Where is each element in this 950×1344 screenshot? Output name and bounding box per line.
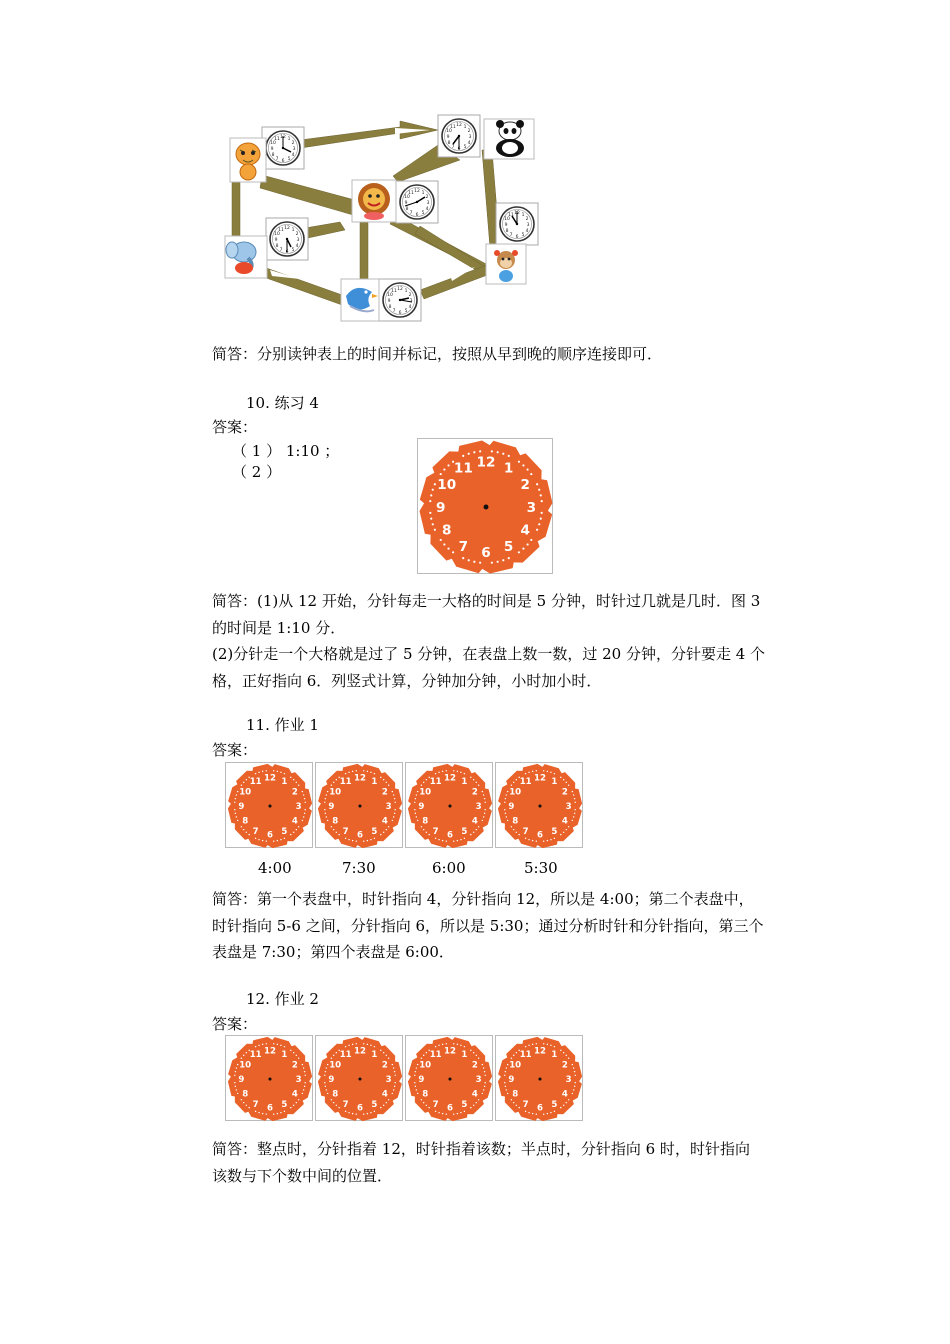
clock-numeral: 4 xyxy=(520,522,530,539)
clock-numeral: 3 xyxy=(295,1075,302,1086)
clock-numeral: 6 xyxy=(357,830,363,841)
clock-numeral: 10 xyxy=(329,787,342,798)
clock-numeral: 9 xyxy=(328,802,335,813)
homework1-clock-3 xyxy=(405,762,493,848)
clock-numeral: 6 xyxy=(267,1103,273,1114)
clock-numeral: 2 xyxy=(381,787,388,798)
time-label-3: 6:00 xyxy=(432,859,466,877)
clock-numeral: 8 xyxy=(332,816,339,827)
clock-numeral: 2 xyxy=(520,477,530,494)
panda-icon xyxy=(484,119,534,159)
clock-numeral: 9 xyxy=(238,1075,245,1086)
clock-numeral: 7 xyxy=(252,1099,259,1110)
clock-numeral: 10 xyxy=(509,787,522,798)
clock-numeral: 1 xyxy=(371,1050,378,1061)
clock-numeral: 11 xyxy=(249,1050,262,1061)
clock-center-dot xyxy=(358,1077,361,1080)
clock-numeral: 6 xyxy=(447,830,453,841)
clock-numeral: 10 xyxy=(239,1060,252,1071)
section10-heading: 10. 练习 4 xyxy=(246,394,319,412)
clock-numeral: 5 xyxy=(371,826,378,837)
section11-brief-line3: 表盘是 7:30；第四个表盘是 6:00． xyxy=(212,943,454,961)
clock-numeral: 10 xyxy=(419,787,432,798)
clock-numeral: 5 xyxy=(551,826,558,837)
monkey-icon xyxy=(486,244,526,284)
clock-center-dot xyxy=(358,804,361,807)
clock-numeral: 5 xyxy=(461,1099,468,1110)
clock-numeral: 10 xyxy=(419,1060,432,1071)
section12-answer-label: 答案： xyxy=(212,1015,258,1033)
clock-numeral: 2 xyxy=(471,1060,478,1071)
clock-box-2 xyxy=(438,115,480,157)
clock-numeral: 1 xyxy=(551,777,558,788)
clock-numeral: 7 xyxy=(432,1099,439,1110)
clock-numeral: 12 xyxy=(264,773,276,784)
clock-numeral: 4 xyxy=(291,816,298,827)
homework2-clock-2 xyxy=(315,1035,403,1121)
clock-box-4 xyxy=(496,203,538,245)
homework1-clock-2 xyxy=(315,762,403,848)
clock-numeral: 6 xyxy=(267,830,273,841)
clock-numeral: 11 xyxy=(519,777,532,788)
clock-numeral: 1 xyxy=(281,1050,288,1061)
section10-item2: （ 2 ） xyxy=(232,463,282,481)
clock-numeral: 9 xyxy=(418,802,425,813)
clock-numeral: 12 xyxy=(354,773,366,784)
section12-brief xyxy=(212,1136,808,1189)
clock-numeral: 8 xyxy=(442,522,452,539)
clock-numeral: 5 xyxy=(281,1099,288,1110)
clock-box-1 xyxy=(262,127,304,169)
clock-numeral: 5 xyxy=(503,539,514,556)
clock-center-dot xyxy=(268,804,271,807)
clock-box-3 xyxy=(396,181,438,223)
clock-numeral: 8 xyxy=(242,816,249,827)
clock-numeral: 4 xyxy=(561,1089,568,1100)
clock-numeral: 11 xyxy=(339,777,352,788)
clock-numeral: 3 xyxy=(565,1075,572,1086)
clock-center-dot xyxy=(538,1077,541,1080)
clock-numeral: 10 xyxy=(329,1060,342,1071)
clock-center-dot xyxy=(538,804,541,807)
clock-numeral: 8 xyxy=(422,816,429,827)
homework1-clock-4 xyxy=(495,762,583,848)
clock-numeral: 2 xyxy=(291,1060,298,1071)
clock-numeral: 12 xyxy=(264,1046,276,1057)
section11-heading: 11. 作业 1 xyxy=(246,716,319,734)
homework2-clock-3 xyxy=(405,1035,493,1121)
clock-numeral: 10 xyxy=(437,477,457,494)
large-clock-face xyxy=(417,438,553,574)
clock-numeral: 12 xyxy=(354,1046,366,1057)
clock-numeral: 2 xyxy=(561,1060,568,1071)
clock-numeral: 6 xyxy=(481,545,491,562)
section10-answer-label: 答案： xyxy=(212,418,258,436)
clock-numeral: 5 xyxy=(281,826,288,837)
section11-brief xyxy=(212,886,808,966)
clock-numeral: 11 xyxy=(453,460,473,477)
clock-numeral: 1 xyxy=(503,460,514,477)
section12-brief-line2: 该数与下个数中间的位置． xyxy=(212,1166,393,1185)
section12-heading: 12. 作业 2 xyxy=(246,990,319,1008)
clock-numeral: 6 xyxy=(537,1103,543,1114)
clock-numeral: 11 xyxy=(519,1050,532,1061)
clock-numeral: 3 xyxy=(565,802,572,813)
clock-numeral: 7 xyxy=(522,1099,529,1110)
clock-numeral: 5 xyxy=(551,1099,558,1110)
homework1-clock-1 xyxy=(225,762,313,848)
clock-numeral: 1 xyxy=(461,1050,468,1061)
clock-numeral: 6 xyxy=(447,1103,453,1114)
clock-numeral: 6 xyxy=(357,1103,363,1114)
section11-answer-label: 答案： xyxy=(212,741,258,759)
clock-box-5 xyxy=(266,218,308,260)
clock-numeral: 3 xyxy=(295,802,302,813)
clock-numeral: 3 xyxy=(385,1075,392,1086)
time-label-4: 5:30 xyxy=(524,859,558,877)
clock-numeral: 7 xyxy=(252,826,259,837)
clock-numeral: 4 xyxy=(291,1089,298,1100)
lion-icon xyxy=(352,180,396,222)
clock-numeral: 7 xyxy=(342,826,349,837)
clock-numeral: 11 xyxy=(249,777,262,788)
clock-center-dot xyxy=(448,1077,451,1080)
clock-numeral: 1 xyxy=(371,777,378,788)
clock-numeral: 5 xyxy=(371,1099,378,1110)
section11-brief-line2: 时针指向 5-6 之间，分针指向 6，所以是 5:30；通过分析时针和分针指向，第三个 xyxy=(212,916,764,935)
clock-numeral: 3 xyxy=(385,802,392,813)
clock-numeral: 12 xyxy=(534,1046,546,1057)
clock-numeral: 7 xyxy=(432,826,439,837)
tiger-icon xyxy=(230,138,266,182)
time-label-1: 4:00 xyxy=(258,859,292,877)
bird-icon xyxy=(341,279,379,321)
clock-numeral: 2 xyxy=(471,787,478,798)
clock-numeral: 1 xyxy=(281,777,288,788)
clock-matching-diagram: 3 45 xyxy=(0,0,950,330)
clock-numeral: 8 xyxy=(422,1089,429,1100)
section10-brief-line2: 的时间是 1:10 分． xyxy=(212,618,346,637)
clock-numeral: 4 xyxy=(381,816,388,827)
clock-numeral: 3 xyxy=(526,499,537,516)
clock-numeral: 2 xyxy=(291,787,298,798)
elephant-icon xyxy=(225,236,267,278)
clock-numeral: 5 xyxy=(461,826,468,837)
clock-numeral: 10 xyxy=(509,1060,522,1071)
clock-numeral: 8 xyxy=(512,816,519,827)
clock-numeral: 9 xyxy=(238,802,245,813)
clock-numeral: 11 xyxy=(339,1050,352,1061)
clock-numeral: 10 xyxy=(239,787,252,798)
clock-numeral: 9 xyxy=(328,1075,335,1086)
clock-numeral: 1 xyxy=(551,1050,558,1061)
homework2-clock-1 xyxy=(225,1035,313,1121)
clock-numeral: 7 xyxy=(458,539,469,556)
clock-numeral: 12 xyxy=(534,773,546,784)
clock-numeral: 8 xyxy=(242,1089,249,1100)
clock-center-dot xyxy=(484,505,489,510)
clock-numeral: 8 xyxy=(512,1089,519,1100)
clock-center-dot xyxy=(268,1077,271,1080)
clock-center-dot xyxy=(448,804,451,807)
section10-brief-line1: 简答：(1)从 12 开始，分针每走一大格的时间是 5 分钟，时针过几就是几时．图 3 xyxy=(212,592,761,610)
clock-box-6 xyxy=(379,279,421,321)
clock-numeral: 2 xyxy=(381,1060,388,1071)
time-label-2: 7:30 xyxy=(342,859,376,877)
clock-numeral: 11 xyxy=(429,777,442,788)
clock-numeral: 4 xyxy=(381,1089,388,1100)
section12-brief-line1: 简答：整点时，分针指着 12，时针指着该数；半点时，分针指向 6 时，时针指向 xyxy=(212,1140,750,1158)
clock-numeral: 7 xyxy=(522,826,529,837)
clock-numeral: 4 xyxy=(471,816,478,827)
section10-brief-line4: 格，正好指向 6．列竖式计算，分钟加分钟，小时加小时． xyxy=(212,671,602,690)
clock-numeral: 9 xyxy=(508,802,515,813)
homework2-clock-4 xyxy=(495,1035,583,1121)
clock-numeral: 2 xyxy=(561,787,568,798)
section11-brief-line1: 简答：第一个表盘中，时针指向 4，分针指向 12，所以是 4:00；第二个表盘中， xyxy=(212,890,754,908)
clock-numeral: 9 xyxy=(418,1075,425,1086)
clock-numeral: 6 xyxy=(537,830,543,841)
clock-numeral: 11 xyxy=(429,1050,442,1061)
section10-brief xyxy=(212,588,808,694)
clock-numeral: 12 xyxy=(444,773,456,784)
clock-numeral: 7 xyxy=(342,1099,349,1110)
clock-numeral: 1 xyxy=(461,777,468,788)
clock-numeral: 9 xyxy=(435,499,446,516)
clock-numeral: 12 xyxy=(476,454,496,471)
clock-numeral: 4 xyxy=(561,816,568,827)
clock-numeral: 8 xyxy=(332,1089,339,1100)
clock-numeral: 4 xyxy=(471,1089,478,1100)
section10-brief-line3: (2)分针走一个大格就是过了 5 分钟，在表盘上数一数，过 20 分钟，分针要走 4 个 xyxy=(212,645,766,663)
clock-numeral: 3 xyxy=(475,1075,482,1086)
section9-brief: 简答：分别读钟表上的时间并标记，按照从早到晚的顺序连接即可． xyxy=(212,345,663,363)
section10-item1: （ 1 ） 1:10 ； xyxy=(232,442,340,460)
clock-numeral: 3 xyxy=(475,802,482,813)
clock-numeral: 9 xyxy=(508,1075,515,1086)
clock-numeral: 12 xyxy=(444,1046,456,1057)
